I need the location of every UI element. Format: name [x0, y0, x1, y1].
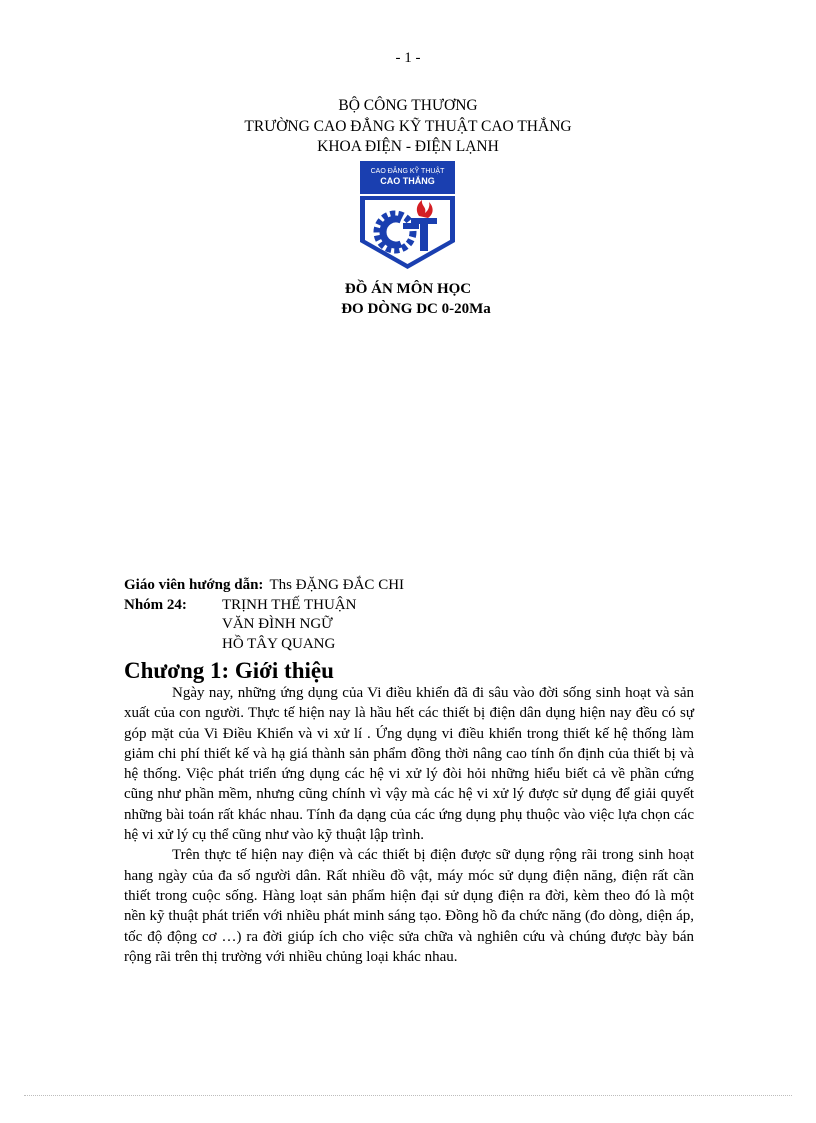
project-title-line1: ĐỒ ÁN MÔN HỌC: [344, 281, 472, 297]
school-name: TRƯỜNG CAO ĐẲNG KỸ THUẬT CAO THẮNG: [244, 117, 572, 135]
group-member: TRỊNH THẾ THUẬN: [222, 596, 357, 613]
document-header: [0, 96, 816, 158]
page-bottom-divider: [24, 1095, 792, 1096]
logo-text-line2: CAO THẮNG: [380, 176, 435, 186]
group-member: HỒ TÂY QUANG: [222, 635, 336, 652]
project-title: [0, 279, 816, 319]
group-row: [124, 596, 404, 616]
faculty-name: KHOA ĐIỆN - ĐIỆN LẠNH: [317, 138, 499, 155]
advisor-label: Giáo viên hướng dẫn:: [124, 577, 264, 593]
group-row: [124, 635, 404, 655]
group-label: Nhóm 24:: [124, 596, 187, 613]
advisor-row: [124, 576, 404, 596]
group-member: VĂN ĐÌNH NGỮ: [222, 616, 333, 632]
advisor-name: Ths ĐẶNG ĐẮC CHI: [269, 577, 405, 593]
chapter-title: Chương 1: Giới thiệu: [124, 658, 334, 683]
school-logo: [359, 160, 456, 270]
page-number: - 1 -: [395, 50, 421, 66]
author-info: [124, 576, 404, 654]
paragraph: Trên thực tế hiện nay điện và các thiết bị điện được sữ dụng rộng rãi trong sinh hoạt hang ngày của đa số người dân. Rất nhiều đồ vật, máy móc sử dụng điện năng, điện rất cần thiết trong cuộc sống. Hàng loạt sản phẩm hiện đại sử dụng điện ra đời, kèm theo đó là một nền kỹ thuật phát triển với nhiều phát minh sáng tạo. Đồng hồ đa chức năng (đo dòng, diện áp, tốc độ động cơ …) ra đời giúp ích cho việc sửa chữa và nghiên cứu và chúng được bày bán rộng rãi trên thị trường với nhiều chủng loại khác nhau.: [124, 847, 694, 965]
project-title-line2: ĐO DÒNG DC 0-20Ma: [341, 301, 491, 317]
logo-text-line1: CAO ĐẲNG KỸ THUẬT: [370, 168, 445, 175]
group-row: [124, 615, 404, 635]
paragraph: Ngày nay, những ứng dụng của Vi điều khiển đã đi sâu vào đời sống sinh hoạt và sản xuất của con người. Thực tế hiện nay là hầu hết các thiết bị điện dân dụng hiện nay đều có sự góp mặt của Vi Điều Khiển và vi xử lí . Ứng dụng vi điều khiển trong thiết kế hệ thống làm giảm chi phí thiết kế và hạ giá thành sản phẩm đồng thời nâng cao tính ổn định của thiết bị và hệ thống. Việc phát triển ứng dụng các hệ vi xử lý đòi hỏi những hiểu biết cả về phần cứng cũng như phần mềm, nhưng cũng chính vì vậy mà các hệ vi xử lý được sử dụng để giải quyết những bài toán rất khác nhau. Tính đa dạng của các ứng dụng phụ thuộc vào việc lựa chọn các hệ vi xử lý cụ thể cũng như vào kỹ thuật lập trình.: [124, 685, 694, 844]
chapter-body: [124, 683, 694, 967]
ministry-name: BỘ CÔNG THƯƠNG: [338, 97, 478, 114]
